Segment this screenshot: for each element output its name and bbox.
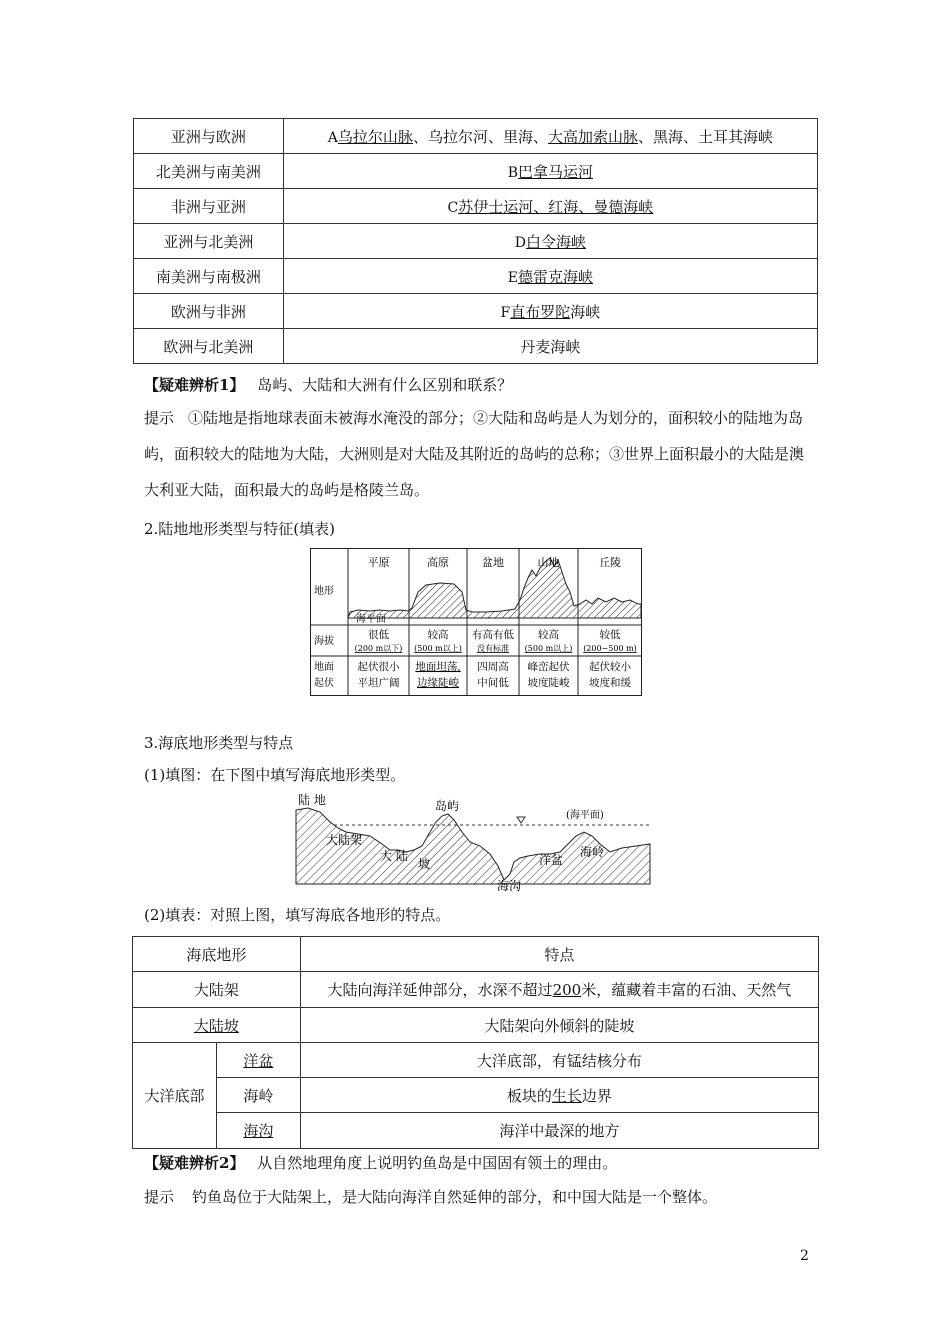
- boundary-row: [134, 189, 818, 224]
- t2-header-right: 特点: [300, 937, 818, 972]
- boundary-feature-text: 乌拉尔山脉: [337, 127, 413, 146]
- seabed-table: [132, 936, 819, 1149]
- landform-altitude: 有高有低: [472, 629, 514, 641]
- seabed-label-basin: 洋盆: [539, 853, 564, 867]
- row-label-altitude: 海拔: [314, 636, 334, 647]
- q2-label: 【疑难辨析2】: [144, 1154, 245, 1172]
- landform-relief: 坡度陡峻: [527, 677, 570, 689]
- landform-name: 高原: [427, 556, 449, 569]
- t2-ridge-growth: 生长: [551, 1086, 582, 1105]
- row-label-relief-2: 起伏: [314, 678, 334, 689]
- boundary-features: [283, 119, 817, 154]
- landform-name: 丘陵: [599, 556, 621, 569]
- landform-altitude: 较低: [599, 629, 621, 641]
- landform-diagram: [310, 548, 642, 696]
- landform-altitude-range: (500 m以上): [524, 644, 573, 653]
- landform-altitude: 较高: [427, 629, 449, 641]
- t2-basin-desc: 大洋底部，有锰结核分布: [300, 1043, 818, 1078]
- boundary-continents: 欧洲与北美洲: [134, 329, 284, 364]
- boundary-continents: 亚洲与北美洲: [134, 224, 284, 259]
- q2-hint-text: 钓鱼岛位于大陆架上，是大陆向海洋自然延伸的部分，和中国大陆是一个整体。: [192, 1188, 718, 1206]
- seabed-label-shelf: 大陆架: [326, 833, 363, 847]
- boundary-feature-text: 白令海峡: [526, 232, 587, 251]
- boundary-row: [134, 294, 818, 329]
- boundary-feature-text: 、黑海、土耳其海峡: [637, 127, 773, 146]
- boundary-features: [283, 189, 817, 224]
- row-label-terrain: 地形: [314, 586, 334, 597]
- landform-relief: 坡度和缓: [589, 677, 631, 689]
- boundary-continents: 南美洲与南极洲: [134, 259, 284, 294]
- t2-shelf-name: 大陆架: [133, 972, 301, 1008]
- q1-title: [144, 374, 512, 395]
- landform-relief: 起伏很小: [357, 661, 400, 673]
- landform-altitude-range: 没有标准: [477, 644, 509, 653]
- landform-relief: 起伏较小: [589, 661, 631, 673]
- boundary-row: [134, 119, 818, 154]
- section3-sub1: (1)填图：在下图中填写海底地形类型。: [144, 766, 406, 784]
- boundary-features: [283, 224, 817, 259]
- landform-relief: 边缘陡峻: [417, 677, 459, 689]
- page-number: 2: [800, 1248, 809, 1264]
- boundary-continents: 非洲与亚洲: [134, 189, 284, 224]
- seabed-label-slope-2: 坡: [418, 857, 431, 871]
- boundary-features: [283, 154, 817, 189]
- t2-ridge-name: 海岭: [216, 1078, 300, 1113]
- landform-altitude-range: (200 m以下): [354, 644, 403, 653]
- q1-question: 岛屿、大陆和大洲有什么区别和联系？: [257, 376, 513, 394]
- boundary-letter: F: [500, 304, 511, 321]
- t2-ocean-floor: 大洋底部: [133, 1043, 217, 1149]
- q1-hint: [144, 400, 814, 508]
- section3-sub2: (2)填表：对照上图，填写海底各地形的特点。: [144, 906, 451, 924]
- t2-trench-name: 海沟: [216, 1113, 300, 1149]
- q2-hint-label: 提示: [144, 1188, 175, 1206]
- t2-header-left: 海底地形: [133, 937, 301, 972]
- boundary-feature-text: 苏伊士运河、红海、曼德海峡: [458, 197, 654, 216]
- boundary-feature-text: 德雷克海峡: [518, 267, 594, 286]
- landform-name: 盆地: [482, 556, 504, 569]
- landform-relief: 四周高: [477, 661, 509, 673]
- landform-name: 平原: [367, 556, 390, 569]
- landform-relief: 中间低: [477, 677, 509, 689]
- boundary-continents: 欧洲与非洲: [134, 294, 284, 329]
- seabed-svg: [294, 792, 656, 894]
- landform-altitude-range: (200~500 m): [583, 644, 637, 653]
- section3-title: 3.海底地形类型与特点: [144, 734, 294, 752]
- landform-relief: 峰峦起伏: [527, 661, 570, 673]
- seabed-label-island: 岛屿: [435, 799, 460, 813]
- t2-ridge-desc: 板块的生长边界: [300, 1078, 818, 1113]
- seabed-label-land: 陆 地: [298, 793, 326, 807]
- row-label-relief-1: 地面: [314, 662, 334, 673]
- boundary-row: [134, 154, 818, 189]
- boundary-feature-text: 、乌拉尔河、里海、: [412, 127, 548, 146]
- q1-label: 【疑难辨析1】: [144, 376, 245, 394]
- q1-hint-label: 提示: [144, 409, 175, 427]
- boundary-features: [283, 294, 817, 329]
- boundary-letter: C: [447, 199, 459, 216]
- landform-altitude-range: (500 m以上): [414, 644, 462, 653]
- boundary-feature-text: 大高加索山脉: [547, 127, 638, 146]
- t2-trench-desc: 海洋中最深的地方: [300, 1113, 818, 1149]
- landform-altitude: 较高: [538, 629, 559, 641]
- t2-shelf-depth: 200: [552, 981, 582, 999]
- boundary-letter: A: [327, 129, 338, 146]
- boundary-continents: 亚洲与欧洲: [134, 119, 284, 154]
- boundary-feature-text: 直布罗陀: [510, 302, 571, 321]
- seabed-label-ridge: 海岭: [580, 845, 605, 859]
- t2-shelf-desc: 大陆向海洋延伸部分，水深不超过200米，蕴藏着丰富的石油、天然气: [300, 972, 818, 1008]
- boundary-row: [134, 329, 818, 364]
- sea-level-label: 海平面: [356, 614, 386, 625]
- t2-slope-desc: 大陆架向外倾斜的陡坡: [300, 1008, 818, 1043]
- boundary-letter: E: [507, 269, 518, 286]
- landform-svg: [310, 548, 642, 696]
- boundary-letter: D: [514, 234, 526, 251]
- seabed-label-slope-1: 大 陆: [380, 849, 408, 863]
- t2-basin-name: 洋盆: [216, 1043, 300, 1078]
- seabed-diagram: [294, 792, 656, 894]
- boundary-letter: B: [507, 164, 519, 181]
- t2-slope-name: 大陆坡: [133, 1008, 301, 1043]
- seabed-label-trench: 海沟: [497, 879, 522, 893]
- section2-title: 2.陆地地形类型与特征(填表): [144, 520, 336, 538]
- boundary-features: [283, 329, 817, 364]
- boundary-features: [283, 259, 817, 294]
- boundary-row: [134, 224, 818, 259]
- q1-hint-text: ①陆地是指地球表面未被海水淹没的部分；②大陆和岛屿是人为划分的，面积较小的陆地为岛屿，面积较大的陆地为大陆，大洲则是对大陆及其附近的岛屿的总称；③世界上面积最小的大陆是澳大利亚大陆，面积最大的岛屿是格陵兰岛。: [144, 409, 805, 499]
- landform-relief: 平坦广阔: [357, 677, 400, 689]
- boundary-row: [134, 259, 818, 294]
- q2-question: 从自然地理角度上说明钓鱼岛是中国固有领土的理由。: [257, 1154, 618, 1172]
- boundary-feature-text: 巴拿马运河: [518, 162, 594, 181]
- q2-title: [144, 1152, 617, 1173]
- boundary-continents: 北美洲与南美洲: [134, 154, 284, 189]
- landform-name: 山地: [537, 556, 560, 569]
- landform-relief: 地面坦荡,: [415, 661, 461, 673]
- continent-boundary-table: [133, 118, 818, 364]
- landform-altitude: 很低: [368, 629, 389, 641]
- q2-hint: [144, 1186, 717, 1207]
- boundary-feature-text: 海峡: [570, 302, 601, 321]
- seabed-label-sea-level: (海平面): [566, 810, 604, 821]
- boundary-feature-text: 丹麦海峡: [520, 337, 581, 356]
